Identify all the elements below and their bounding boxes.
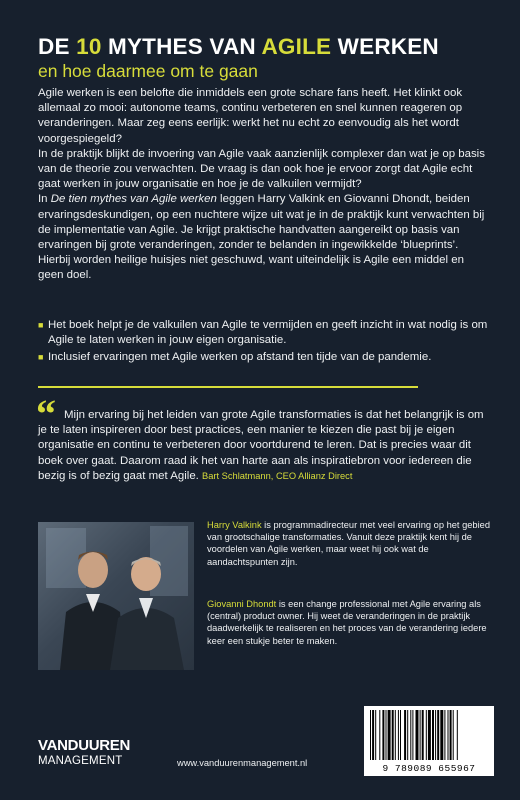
title-part3: WERKEN — [331, 34, 439, 59]
title-part2: MYTHES VAN — [101, 34, 262, 59]
title-highlight: AGILE — [261, 34, 332, 59]
authors-figures-icon — [38, 522, 194, 670]
author-bio-text: is programmadirecteur met veel ervaring op het gebied van grootschalige transformaties. Vanuit deze praktijk kent hij de voordelen van Agile werken, maar weet hij ook wat de aandachtspunten zijn. — [207, 520, 490, 567]
bullet-icon: ■ — [38, 320, 44, 330]
blurb-paragraph-2: In de praktijk blijkt de invoering van Agile vaak aanzienlijk complexer dan wat je op basis van de theorie zou verwachten. De vraag is dan ook hoe je ervoor zorgt dat Agile echt gaat werken in jouw organisatie en hoe je de valkuilen vermijdt? — [38, 147, 485, 191]
quote-mark-icon: “ — [36, 391, 56, 436]
author-bio-giovanni — [207, 598, 491, 647]
author-name: Harry Valkink — [207, 520, 262, 530]
author-bio-text: is een change professional met Agile ervaring als (central) product owner. Hij weet de veranderingen in de praktijk daadwerkelijk te realiseren en het proces van de verandering iedere keer een stukje beter te maken. — [207, 599, 487, 646]
blurb-p3-prefix: In — [38, 193, 51, 206]
testimonial-text: Mijn ervaring bij het leiden van grote Agile transformaties is dat het belangrijk is om je te laten inspireren door best practices, een manier te kiezen die past bij je eigen organisatie en continu te verbeteren door voortdurend te leren. Dat is precies waar dit boek over gaat. Daarom raad ik het van harte aan als inspiratiebron voor iedereen die bezig is of bezig gaat met Agile. — [38, 409, 484, 482]
publisher-logo-line2: MANAGEMENT — [38, 755, 123, 767]
author-name: Giovanni Dhondt — [207, 599, 277, 609]
barcode-bars-icon — [370, 710, 488, 760]
list-item — [38, 318, 490, 348]
title-number: 10 — [76, 34, 102, 59]
publisher-url: www.vanduurenmanagement.nl — [177, 758, 308, 768]
bullet-icon: ■ — [38, 352, 44, 363]
isbn-barcode — [364, 706, 494, 776]
divider — [38, 386, 418, 388]
book-subtitle: en hoe daarmee om te gaan — [38, 61, 258, 81]
blurb-p3-rest: leggen Harry Valkink en Giovanni Dhondt, beiden ervaringsdeskundigen, op een nuchtere wijze uit wat je in de praktijk kunt verwachten bij de implementatie van Agile. Je krijgt praktische handvatten aangereikt op basis van ervaringen bij grote veranderingen, zonder te belanden in ingewikkelde ‘blueprints’. Hierbij worden heilige huisjes niet geschuwd, want uiteindelijk is Agile een middel en geen doel. — [38, 193, 485, 282]
book-title — [38, 34, 498, 60]
title-part1: DE — [38, 34, 77, 59]
publisher-logo — [38, 738, 168, 768]
bullet-text: Inclusief ervaringen met Agile werken op afstand ten tijde van de pandemie. — [48, 351, 432, 364]
testimonial — [38, 408, 490, 484]
bullet-list — [38, 318, 490, 368]
book-title-reference: De tien mythes van Agile werken — [50, 193, 217, 206]
publisher-logo-line1: VANDUUREN — [38, 737, 131, 754]
blurb — [38, 86, 490, 284]
author-bio-harry — [207, 519, 491, 568]
testimonial-author: Bart Schlatmann, CEO Allianz Direct — [202, 470, 353, 481]
blurb-paragraph-3 — [38, 192, 490, 283]
bullet-text: Het boek helpt je de valkuilen van Agile te vermijden en geeft inzicht in wat nodig is om Agile te laten werken in jouw eigen organisatie. — [48, 319, 488, 347]
blurb-paragraph-1: Agile werken is een belofte die inmiddels een grote schare fans heeft. Het klinkt ook allemaal zo mooi: autonome teams, continu verbeteren en snel kunnen reageren op veranderingen. Maar zeg eens eerlijk: werkt het nu echt zo eenvoudig als het wordt voorgespiegeld? — [38, 87, 463, 145]
authors-photo — [38, 522, 194, 670]
isbn-digits: 9 789089 655967 — [382, 763, 476, 774]
list-item — [38, 350, 490, 365]
